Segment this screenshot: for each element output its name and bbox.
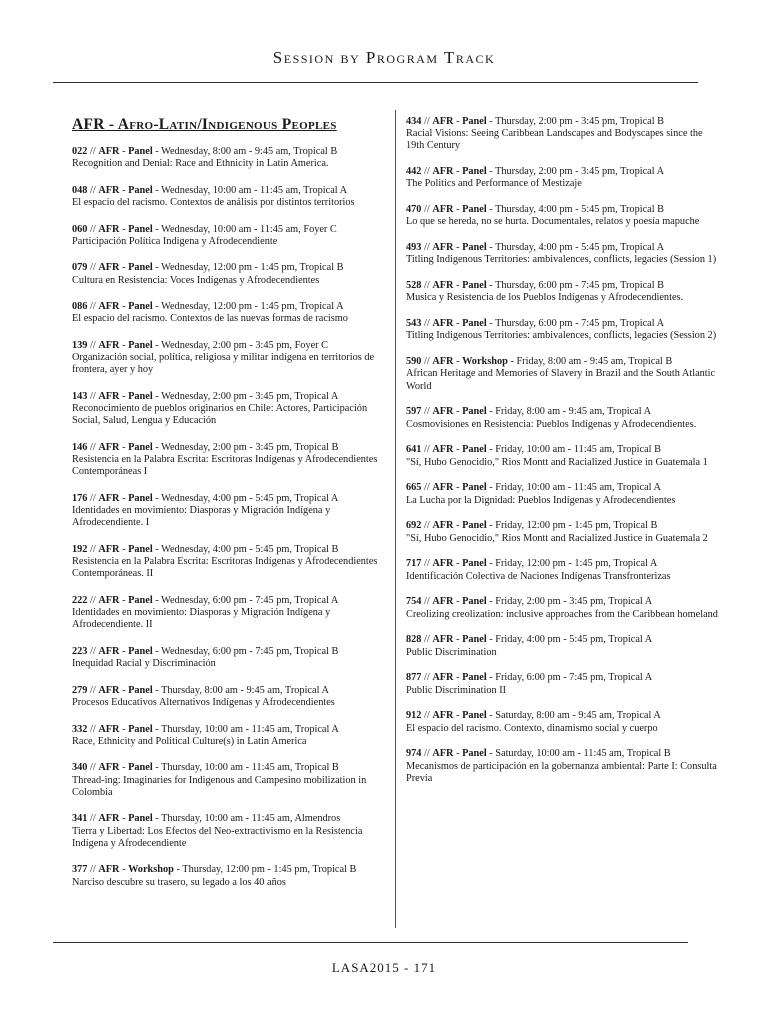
- session-number: 828: [406, 634, 422, 646]
- session-number: 493: [406, 242, 422, 254]
- session-title: Mecanismos de participación en la gobernanza ambiental: Parte I: Consulta Previa: [406, 760, 717, 784]
- session-type: Panel: [462, 280, 487, 292]
- session-number: 442: [406, 166, 422, 178]
- session-track: AFR: [432, 520, 454, 532]
- session-time-location: Wednesday, 8:00 am - 9:45 am, Tropical B: [161, 146, 338, 157]
- session-track: AFR: [432, 166, 454, 178]
- session-number: 665: [406, 482, 422, 494]
- session-track: AFR: [98, 864, 120, 876]
- session-entry: [72, 391, 390, 428]
- session-title: Identificación Colectiva de Naciones Indígenas Transfronterizas: [406, 570, 671, 582]
- session-meta: 877 // AFR - Panel - Friday, 6:00 pm - 7:45 pm, Tropical A: [406, 672, 653, 684]
- session-meta: 022 // AFR - Panel - Wednesday, 8:00 am - 9:45 am, Tropical B: [72, 146, 338, 157]
- session-meta: 377 // AFR - Workshop - Thursday, 12:00 pm - 1:45 pm, Tropical B: [72, 864, 357, 876]
- session-track: AFR: [432, 318, 454, 330]
- session-meta: 641 // AFR - Panel - Friday, 10:00 am - 11:45 am, Tropical B: [406, 444, 661, 456]
- session-time-location: Wednesday, 6:00 pm - 7:45 pm, Tropical B: [161, 645, 339, 657]
- session-type: Panel: [128, 441, 153, 453]
- session-time-location: Thursday, 8:00 am - 9:45 am, Tropical A: [161, 684, 329, 696]
- session-entry: [406, 204, 720, 228]
- session-number: 048: [72, 184, 88, 196]
- session-type: Panel: [128, 492, 153, 504]
- session-number: 223: [72, 645, 88, 657]
- session-type: Panel: [462, 634, 487, 646]
- session-track: AFR: [98, 684, 120, 696]
- session-meta: 279 // AFR - Panel - Thursday, 8:00 am - 9:45 am, Tropical A: [72, 684, 329, 696]
- session-meta: 717 // AFR - Panel - Friday, 12:00 pm - 1:45 pm, Tropical A: [406, 558, 658, 570]
- session-number: 877: [406, 672, 422, 684]
- session-track: AFR: [432, 356, 454, 368]
- session-type: Panel: [128, 262, 153, 274]
- session-track: AFR: [98, 723, 120, 735]
- session-time-location: Thursday, 2:00 pm - 3:45 pm, Tropical B: [495, 116, 665, 127]
- session-type: Panel: [462, 444, 487, 456]
- session-entry: [72, 301, 390, 325]
- session-track: AFR: [432, 634, 454, 646]
- session-title: Reconocimiento de pueblos originarios en Chile: Actores, Participación Social, Salud, Lengua y Educación: [72, 403, 368, 427]
- session-entry: [406, 482, 720, 506]
- session-type: Panel: [128, 301, 153, 313]
- session-title: Participación Política Indígena y Afrodecendiente: [72, 235, 278, 247]
- session-title: Race, Ethnicity and Political Culture(s) in Latin America: [72, 735, 307, 747]
- left-entries-list: [72, 146, 390, 889]
- session-time-location: Friday, 8:00 am - 9:45 am, Tropical A: [495, 406, 652, 418]
- session-number: 340: [72, 762, 88, 774]
- session-track: AFR: [98, 813, 120, 825]
- session-title: Identidades en movimiento: Diasporas y Migración Indígena y Afrodecendiente. I: [72, 505, 331, 529]
- session-meta: 086 // AFR - Panel - Wednesday, 12:00 pm - 1:45 pm, Tropical A: [72, 301, 344, 313]
- session-meta: 543 // AFR - Panel - Thursday, 6:00 pm - 7:45 pm, Tropical A: [406, 318, 665, 330]
- session-time-location: Wednesday, 2:00 pm - 3:45 pm, Tropical A: [161, 390, 339, 402]
- session-entry: [406, 520, 720, 544]
- session-meta: 222 // AFR - Panel - Wednesday, 6:00 pm - 7:45 pm, Tropical A: [72, 594, 339, 606]
- session-title: Public Discrimination: [406, 646, 497, 658]
- session-type: Panel: [462, 204, 487, 216]
- session-track: AFR: [98, 645, 120, 657]
- session-number: 332: [72, 723, 88, 735]
- session-meta: 912 // AFR - Panel - Saturday, 8:00 am - 9:45 am, Tropical A: [406, 710, 661, 722]
- session-title: "Sí, Hubo Genocidio," Rios Montt and Racialized Justice in Guatemala 1: [406, 456, 708, 468]
- session-number: 717: [406, 558, 422, 570]
- session-time-location: Friday, 10:00 am - 11:45 am, Tropical B: [495, 444, 661, 456]
- session-meta: 442 // AFR - Panel - Thursday, 2:00 pm - 3:45 pm, Tropical A: [406, 166, 665, 178]
- session-meta: 754 // AFR - Panel - Friday, 2:00 pm - 3:45 pm, Tropical A: [406, 596, 653, 608]
- session-type: Panel: [462, 116, 487, 127]
- session-number: 434: [406, 116, 422, 127]
- session-track: AFR: [98, 390, 120, 402]
- session-meta: 528 // AFR - Panel - Thursday, 6:00 pm - 7:45 pm, Tropical B: [406, 280, 665, 292]
- session-type: Panel: [462, 166, 487, 178]
- session-time-location: Thursday, 2:00 pm - 3:45 pm, Tropical A: [495, 166, 665, 178]
- footer-rule: [53, 942, 688, 943]
- session-number: 086: [72, 301, 88, 313]
- session-meta: 590 // AFR - Workshop - Friday, 8:00 am - 9:45 am, Tropical B: [406, 356, 673, 368]
- session-time-location: Wednesday, 10:00 am - 11:45 am, Foyer C: [161, 223, 337, 235]
- session-title: El espacio del racismo. Contexto, dinamismo social y cuerpo: [406, 722, 658, 734]
- session-title: Identidades en movimiento: Diasporas y Migración Indígena y Afrodecendiente. II: [72, 607, 331, 631]
- session-track: AFR: [98, 146, 120, 157]
- session-time-location: Friday, 4:00 pm - 5:45 pm, Tropical A: [495, 634, 653, 646]
- right-entries-list: [406, 116, 720, 785]
- session-title: Resistencia en la Palabra Escrita: Escritoras Indígenas y Afrodecendientes Contemporáneas. II: [72, 556, 378, 580]
- session-entry: [406, 356, 720, 393]
- session-track: AFR: [432, 116, 454, 127]
- session-track: AFR: [98, 441, 120, 453]
- session-entry: [72, 262, 390, 286]
- session-meta: 434 // AFR - Panel - Thursday, 2:00 pm - 3:45 pm, Tropical B: [406, 116, 665, 127]
- session-title: Thread-ing: Imaginaries for Indigenous and Campesino mobilization in Colombia: [72, 774, 367, 798]
- session-title: Recognition and Denial: Race and Ethnicity in Latin America.: [72, 158, 329, 170]
- session-time-location: Friday, 12:00 pm - 1:45 pm, Tropical B: [495, 520, 658, 532]
- session-entry: [72, 340, 390, 377]
- session-entry: [406, 242, 720, 266]
- session-meta: 223 // AFR - Panel - Wednesday, 6:00 pm - 7:45 pm, Tropical B: [72, 645, 339, 657]
- session-entry: [406, 444, 720, 468]
- session-number: 143: [72, 390, 88, 402]
- session-number: 692: [406, 520, 422, 532]
- left-column: [72, 116, 390, 903]
- session-track: AFR: [98, 492, 120, 504]
- session-number: 470: [406, 204, 422, 216]
- session-meta: 493 // AFR - Panel - Thursday, 4:00 pm - 5:45 pm, Tropical A: [406, 242, 665, 254]
- session-meta: 176 // AFR - Panel - Wednesday, 4:00 pm - 5:45 pm, Tropical A: [72, 492, 339, 504]
- session-type: Panel: [462, 318, 487, 330]
- session-type: Panel: [462, 672, 487, 684]
- session-time-location: Wednesday, 2:00 pm - 3:45 pm, Tropical B: [161, 441, 339, 453]
- session-entry: [406, 748, 720, 785]
- session-entry: [406, 558, 720, 582]
- session-entry: [72, 864, 390, 888]
- session-title: Inequidad Racial y Discriminación: [72, 658, 216, 670]
- session-title: African Heritage and Memories of Slavery in Brazil and the South Atlantic World: [406, 368, 716, 392]
- session-meta: 192 // AFR - Panel - Wednesday, 4:00 pm - 5:45 pm, Tropical B: [72, 543, 339, 555]
- session-type: Workshop: [128, 864, 174, 876]
- session-time-location: Saturday, 10:00 am - 11:45 am, Tropical B: [495, 748, 671, 760]
- session-meta: 692 // AFR - Panel - Friday, 12:00 pm - 1:45 pm, Tropical B: [406, 520, 658, 532]
- session-title: Resistencia en la Palabra Escrita: Escritoras Indígenas y Afrodecendientes Contemporáneas I: [72, 454, 378, 478]
- session-track: AFR: [432, 280, 454, 292]
- session-entry: [406, 280, 720, 304]
- session-number: 079: [72, 262, 88, 274]
- session-title: Cultura en Resistencia: Voces Indígenas y Afrodecendientes: [72, 274, 320, 286]
- session-type: Panel: [128, 390, 153, 402]
- column-divider: [395, 110, 396, 928]
- session-time-location: Friday, 6:00 pm - 7:45 pm, Tropical A: [495, 672, 653, 684]
- page-number: LASA2015 - 171: [331, 960, 437, 975]
- session-type: Panel: [128, 594, 153, 606]
- session-time-location: Thursday, 6:00 pm - 7:45 pm, Tropical A: [495, 318, 665, 330]
- page-header: Session by Program Track: [272, 48, 496, 67]
- session-time-location: Friday, 8:00 am - 9:45 am, Tropical B: [516, 356, 673, 368]
- session-number: 060: [72, 223, 88, 235]
- session-number: 597: [406, 406, 422, 418]
- session-time-location: Wednesday, 6:00 pm - 7:45 pm, Tropical A: [161, 594, 339, 606]
- session-track: AFR: [98, 301, 120, 313]
- session-type: Panel: [128, 543, 153, 555]
- session-entry: [406, 406, 720, 430]
- session-time-location: Thursday, 4:00 pm - 5:45 pm, Tropical B: [495, 204, 665, 216]
- session-meta: 665 // AFR - Panel - Friday, 10:00 am - 11:45 am, Tropical A: [406, 482, 661, 494]
- session-track: AFR: [98, 262, 120, 274]
- session-number: 176: [72, 492, 88, 504]
- session-track: AFR: [432, 558, 454, 570]
- session-title: El espacio del racismo. Contextos de las nuevas formas de racismo: [72, 313, 348, 325]
- session-title: Creolizing creolization: inclusive approaches from the Caribbean homeland: [406, 608, 718, 620]
- session-type: Panel: [462, 242, 487, 254]
- session-type: Panel: [462, 596, 487, 608]
- session-entry: [72, 646, 390, 670]
- session-time-location: Wednesday, 2:00 pm - 3:45 pm, Foyer C: [161, 339, 329, 351]
- session-time-location: Thursday, 6:00 pm - 7:45 pm, Tropical B: [495, 280, 665, 292]
- session-type: Panel: [128, 146, 153, 157]
- session-track: AFR: [98, 543, 120, 555]
- session-number: 279: [72, 684, 88, 696]
- session-number: 222: [72, 594, 88, 606]
- session-type: Panel: [462, 748, 487, 760]
- session-meta: 470 // AFR - Panel - Thursday, 4:00 pm - 5:45 pm, Tropical B: [406, 204, 665, 216]
- session-time-location: Wednesday, 4:00 pm - 5:45 pm, Tropical A: [161, 492, 339, 504]
- session-time-location: Saturday, 8:00 am - 9:45 am, Tropical A: [495, 710, 661, 722]
- session-entry: [72, 544, 390, 581]
- session-time-location: Friday, 10:00 am - 11:45 am, Tropical A: [495, 482, 661, 494]
- session-track: AFR: [432, 672, 454, 684]
- session-type: Panel: [128, 813, 153, 825]
- session-time-location: Friday, 2:00 pm - 3:45 pm, Tropical A: [495, 596, 653, 608]
- session-meta: 048 // AFR - Panel - Wednesday, 10:00 am - 11:45 am, Tropical A: [72, 184, 348, 196]
- session-track: AFR: [98, 223, 120, 235]
- session-entry: [72, 146, 390, 170]
- session-time-location: Thursday, 12:00 pm - 1:45 pm, Tropical B: [182, 864, 357, 876]
- session-title: Narciso descubre su trasero, su legado a los 40 años: [72, 876, 286, 888]
- session-title: Musica y Resistencia de los Pueblos Indígenas y Afrodecendientes.: [406, 292, 684, 304]
- session-entry: [406, 596, 720, 620]
- session-meta: 974 // AFR - Panel - Saturday, 10:00 am - 11:45 am, Tropical B: [406, 748, 671, 760]
- session-track: AFR: [432, 596, 454, 608]
- right-column: [406, 116, 720, 799]
- session-entry: [406, 116, 720, 153]
- session-number: 974: [406, 748, 422, 760]
- session-type: Panel: [128, 184, 153, 196]
- session-entry: [72, 724, 390, 748]
- session-meta: 079 // AFR - Panel - Wednesday, 12:00 pm - 1:45 pm, Tropical B: [72, 262, 344, 274]
- session-title: La Lucha por la Dignidad: Pueblos Indígenas y Afrodecendientes: [406, 494, 676, 506]
- session-meta: 597 // AFR - Panel - Friday, 8:00 am - 9:45 am, Tropical A: [406, 406, 652, 418]
- section-title: AFR - Afro-Latin/Indigenous Peoples: [72, 116, 337, 133]
- session-meta: 341 // AFR - Panel - Thursday, 10:00 am - 11:45 am, Almendros: [72, 813, 341, 825]
- session-title: Lo que se hereda, no se hurta. Documentales, relatos y poesía mapuche: [406, 216, 700, 228]
- session-track: AFR: [432, 444, 454, 456]
- session-meta: 340 // AFR - Panel - Thursday, 10:00 am - 11:45 am, Tropical B: [72, 762, 339, 774]
- session-type: Panel: [462, 558, 487, 570]
- session-title: Racial Visions: Seeing Caribbean Landscapes and Bodyscapes since the 19th Century: [406, 128, 703, 152]
- session-entry: [72, 813, 390, 850]
- session-type: Panel: [128, 762, 153, 774]
- session-entry: [72, 442, 390, 479]
- session-meta: 139 // AFR - Panel - Wednesday, 2:00 pm - 3:45 pm, Foyer C: [72, 339, 329, 351]
- session-entry: [72, 224, 390, 248]
- session-entry: [406, 634, 720, 658]
- session-entry: [72, 185, 390, 209]
- session-title: Organización social, política, religiosa y militar indígena en territorios de frontera, ayer y hoy: [72, 352, 375, 376]
- session-number: 022: [72, 146, 88, 157]
- session-track: AFR: [432, 710, 454, 722]
- header-rule: [53, 82, 698, 83]
- session-track: AFR: [98, 184, 120, 196]
- session-track: AFR: [98, 594, 120, 606]
- session-track: AFR: [98, 762, 120, 774]
- session-title: The Politics and Performance of Mestizaje: [406, 178, 582, 190]
- session-type: Panel: [128, 339, 153, 351]
- session-type: Panel: [462, 406, 487, 418]
- session-number: 341: [72, 813, 88, 825]
- session-track: AFR: [432, 482, 454, 494]
- session-number: 139: [72, 339, 88, 351]
- session-title: Titling Indigenous Territories: ambivalences, conflicts, legacies (Session 2): [406, 330, 717, 342]
- session-type: Panel: [462, 520, 487, 532]
- session-title: Titling Indigenous Territories: ambivalences, conflicts, legacies (Session 1): [406, 254, 717, 266]
- session-number: 377: [72, 864, 88, 876]
- session-type: Panel: [462, 482, 487, 494]
- session-track: AFR: [432, 204, 454, 216]
- session-meta: 332 // AFR - Panel - Thursday, 10:00 am - 11:45 am, Tropical A: [72, 723, 339, 735]
- session-number: 754: [406, 596, 422, 608]
- session-meta: 828 // AFR - Panel - Friday, 4:00 pm - 5:45 pm, Tropical A: [406, 634, 653, 646]
- session-entry: [72, 493, 390, 530]
- session-time-location: Thursday, 10:00 am - 11:45 am, Almendros: [161, 813, 341, 825]
- session-entry: [72, 685, 390, 709]
- session-entry: [72, 762, 390, 799]
- session-time-location: Thursday, 10:00 am - 11:45 am, Tropical B: [161, 762, 339, 774]
- session-entry: [406, 710, 720, 734]
- session-number: 912: [406, 710, 422, 722]
- session-type: Workshop: [462, 356, 508, 368]
- session-title: El espacio del racismo. Contextos de análisis por distintos territorios: [72, 197, 355, 208]
- session-type: Panel: [128, 645, 153, 657]
- session-number: 146: [72, 441, 88, 453]
- session-title: Tierra y Libertad: Los Efectos del Neo-extractivismo en la Resistencia Indígena y Afrodecendiente: [72, 825, 363, 849]
- session-title: "Sí, Hubo Genocidio," Rios Montt and Racialized Justice in Guatemala 2: [406, 532, 708, 544]
- session-time-location: Wednesday, 12:00 pm - 1:45 pm, Tropical A: [161, 301, 344, 313]
- session-number: 641: [406, 444, 422, 456]
- session-entry: [406, 672, 720, 696]
- session-number: 543: [406, 318, 422, 330]
- session-time-location: Thursday, 4:00 pm - 5:45 pm, Tropical A: [495, 242, 665, 254]
- session-track: AFR: [432, 406, 454, 418]
- session-number: 590: [406, 356, 422, 368]
- session-type: Panel: [128, 684, 153, 696]
- session-track: AFR: [432, 242, 454, 254]
- session-time-location: Wednesday, 12:00 pm - 1:45 pm, Tropical B: [161, 262, 344, 274]
- session-track: AFR: [98, 339, 120, 351]
- session-meta: 060 // AFR - Panel - Wednesday, 10:00 am - 11:45 am, Foyer C: [72, 223, 337, 235]
- session-meta: 143 // AFR - Panel - Wednesday, 2:00 pm - 3:45 pm, Tropical A: [72, 390, 339, 402]
- session-entry: [406, 166, 720, 190]
- session-type: Panel: [128, 723, 153, 735]
- session-entry: [406, 318, 720, 342]
- session-title: Public Discrimination II: [406, 684, 507, 696]
- session-title: Cosmovisiones en Resistencia: Pueblos Indígenas y Afrodecendientes.: [406, 418, 697, 430]
- session-type: Panel: [128, 223, 153, 235]
- session-time-location: Wednesday, 4:00 pm - 5:45 pm, Tropical B: [161, 543, 339, 555]
- session-track: AFR: [432, 748, 454, 760]
- session-number: 528: [406, 280, 422, 292]
- session-time-location: Wednesday, 10:00 am - 11:45 am, Tropical A: [161, 184, 348, 196]
- session-time-location: Thursday, 10:00 am - 11:45 am, Tropical A: [161, 723, 339, 735]
- session-entry: [72, 595, 390, 632]
- session-title: Procesos Educativos Alternativos Indígenas y Afrodecendientes: [72, 696, 335, 708]
- session-number: 192: [72, 543, 88, 555]
- session-meta: 146 // AFR - Panel - Wednesday, 2:00 pm - 3:45 pm, Tropical B: [72, 441, 339, 453]
- session-time-location: Friday, 12:00 pm - 1:45 pm, Tropical A: [495, 558, 658, 570]
- session-type: Panel: [462, 710, 487, 722]
